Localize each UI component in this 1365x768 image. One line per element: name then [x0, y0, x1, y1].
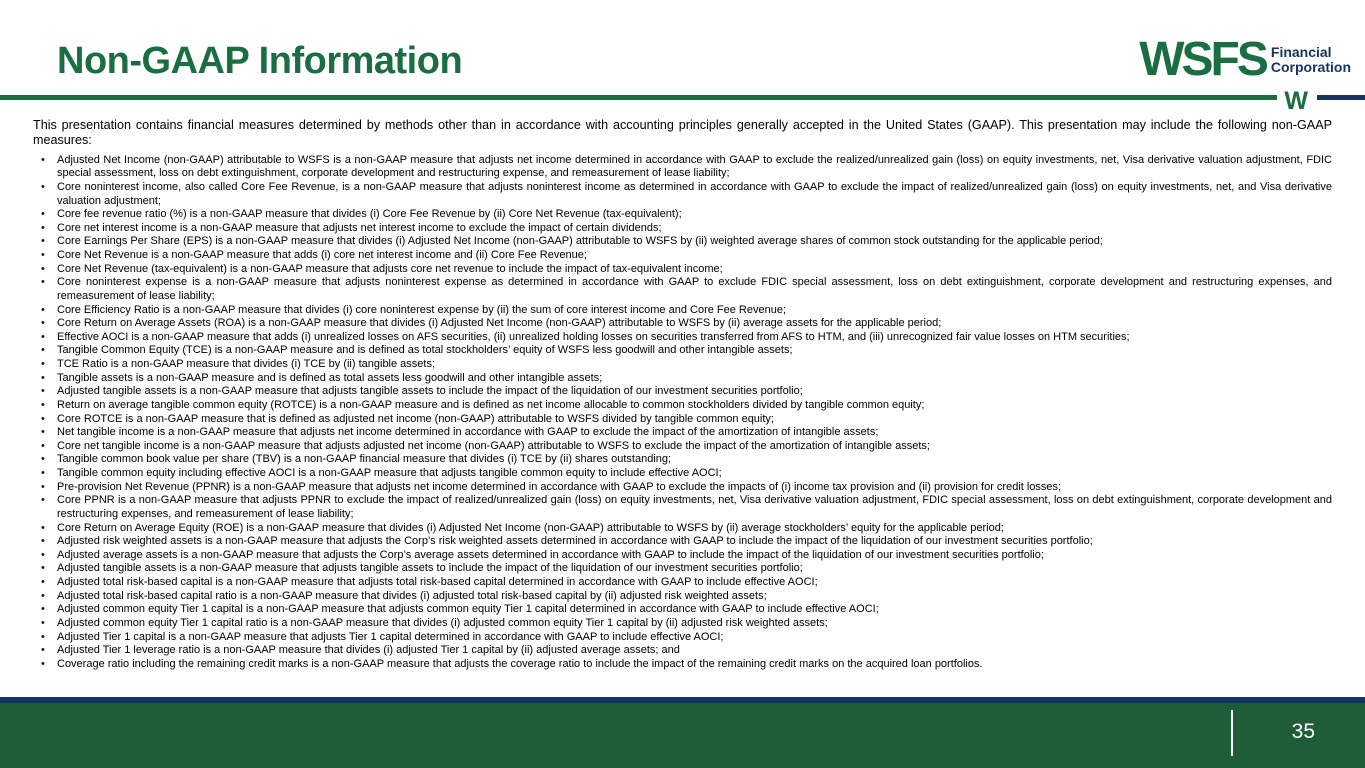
non-gaap-bullet-list: [33, 154, 1332, 672]
wsfs-logo-w-mark: W: [1284, 87, 1308, 115]
footer-green-bar: [0, 703, 1365, 768]
bullet-item: • Tangible common equity including effective AOCI is a non-GAAP measure that adjusts tangible common equity to include effective AOCI;: [33, 467, 1332, 481]
bullet-item: • Return on average tangible common equity (ROTCE) is a non-GAAP measure and is defined as net income allocable to common stockholders divided by tangible common equity;: [33, 399, 1332, 413]
bullet-item: • Net tangible income is a non-GAAP measure that adjusts net income determined in accordance with GAAP to exclude the impact of the amortization of intangible assets;: [33, 426, 1332, 440]
bullet-item: • Adjusted tangible assets is a non-GAAP measure that adjusts tangible assets to include the impact of the liquidation of our investment securities portfolio;: [33, 385, 1332, 399]
bullet-item: • Adjusted average assets is a non-GAAP measure that adjusts the Corp’s average assets determined in accordance with GAAP to include the impact of the liquidation of our investment securities portfolio;: [33, 549, 1332, 563]
bullet-item: • Core Return on Average Assets (ROA) is a non-GAAP measure that divides (i) Adjusted Net Income (non-GAAP) attributable to WSFS by (ii) average assets for the applicable period;: [33, 317, 1332, 331]
bullet-item: • Tangible assets is a non-GAAP measure and is defined as total assets less goodwill and other intangible assets;: [33, 372, 1332, 386]
bullet-item: • Core net interest income is a non-GAAP measure that adjusts net interest income to exclude the impact of certain dividends;: [33, 222, 1332, 236]
bullet-item: • Tangible Common Equity (TCE) is a non-GAAP measure and is defined as total stockholders’ equity of WSFS less goodwill and other intangible assets;: [33, 344, 1332, 358]
bullet-item: • Core ROTCE is a non-GAAP measure that is defined as adjusted net income (non-GAAP) attributable to WSFS divided by tangible common equity;: [33, 413, 1332, 427]
wsfs-logo-subtitle: [1271, 45, 1351, 76]
slide-body: [33, 118, 1332, 671]
footer-divider-line: [1231, 710, 1233, 756]
page-title: Non-GAAP Information: [57, 40, 463, 82]
bullet-item: • Adjusted risk weighted assets is a non-GAAP measure that adjusts the Corp’s risk weighted assets determined in accordance with GAAP to include the impact of the liquidation of our investment securities portfolio;: [33, 535, 1332, 549]
wsfs-logo-subtitle-line1: Financial: [1270, 44, 1332, 60]
wsfs-logo-subtitle-line2: Corporation: [1270, 59, 1351, 76]
wsfs-logo: [1139, 33, 1351, 86]
bullet-item: • Adjusted total risk-based capital is a non-GAAP measure that adjusts total risk-based capital determined in accordance with GAAP to include effective AOCI;: [33, 576, 1332, 590]
bullet-item: • Core Efficiency Ratio is a non-GAAP measure that divides (i) core noninterest expense by (ii) the sum of core interest income and Core Fee Revenue;: [33, 304, 1332, 318]
bullet-item: • Core fee revenue ratio (%) is a non-GAAP measure that divides (i) Core Fee Revenue by (ii) Core Net Revenue (tax-equivalent);: [33, 208, 1332, 222]
bullet-item: • Tangible common book value per share (TBV) is a non-GAAP financial measure that divides (i) TCE by (ii) shares outstanding;: [33, 453, 1332, 467]
bullet-item: • Adjusted Tier 1 capital is a non-GAAP measure that adjusts Tier 1 capital determined in accordance with GAAP to include effective AOCI;: [33, 631, 1332, 645]
bullet-item: • Pre-provision Net Revenue (PPNR) is a non-GAAP measure that adjusts net income determined in accordance with GAAP to exclude the impacts of (i) income tax provision and (ii) provision for credit losses;: [33, 481, 1332, 495]
bullet-item: • Adjusted total risk-based capital ratio is a non-GAAP measure that divides (i) adjusted total risk-based capital by (ii) adjusted risk weighted assets;: [33, 590, 1332, 604]
bullet-item: • Adjusted Tier 1 leverage ratio is a non-GAAP measure that divides (i) adjusted Tier 1 capital by (ii) adjusted average assets; and: [33, 644, 1332, 658]
bullet-item: • Core Net Revenue (tax-equivalent) is a non-GAAP measure that adjusts core net revenue to include the impact of tax-equivalent income;: [33, 263, 1332, 277]
bullet-item: • Core net tangible income is a non-GAAP measure that adjusts adjusted net income (non-GAAP) attributable to WSFS to exclude the impact of the amortization of intangible assets;: [33, 440, 1332, 454]
page-number: 35: [1291, 720, 1315, 743]
header-divider-green-segment: [0, 95, 1277, 100]
bullet-item: • Adjusted common equity Tier 1 capital ratio is a non-GAAP measure that divides (i) adjusted common equity Tier 1 capital by (ii) adjusted risk weighted assets;: [33, 617, 1332, 631]
header-divider: [0, 87, 1365, 115]
bullet-item: • Core noninterest expense is a non-GAAP measure that adjusts noninterest expense as determined in accordance with GAAP to exclude FDIC special assessment, loss on debt extinguishment, corporate development and restructuring expenses, and remeasurement of lease liability;: [33, 276, 1332, 303]
bullet-item: • Core Earnings Per Share (EPS) is a non-GAAP measure that divides (i) Adjusted Net Income (non-GAAP) attributable to WSFS by (ii) weighted average shares of common stock outstanding for the applicable period;: [33, 235, 1332, 249]
wsfs-logo-wordmark: WSFS: [1139, 33, 1266, 86]
intro-paragraph: This presentation contains financial measures determined by methods other than in accordance with accounting principles generally accepted in the United States (GAAP). This presentation may include the following non-GAAP measures:: [33, 118, 1332, 148]
bullet-item: • Core Net Revenue is a non-GAAP measure that adds (i) core net interest income and (ii) Core Fee Revenue;: [33, 249, 1332, 263]
bullet-item: • Effective AOCI is a non-GAAP measure that adds (i) unrealized losses on AFS securities, (ii) unrealized holding losses on securities transferred from AFS to HTM, and (iii) unrecognized fair value losses on HTM securities;: [33, 331, 1332, 345]
bullet-item: • Adjusted common equity Tier 1 capital is a non-GAAP measure that adjusts common equity Tier 1 capital determined in accordance with GAAP to include effective AOCI;: [33, 603, 1332, 617]
bullet-item: • Coverage ratio including the remaining credit marks is a non-GAAP measure that adjusts the coverage ratio to include the impact of the remaining credit marks on the acquired loan portfolios.: [33, 658, 1332, 672]
slide-footer: [0, 697, 1365, 768]
bullet-item: • Adjusted tangible assets is a non-GAAP measure that adjusts tangible assets to include the impact of the liquidation of our investment securities portfolio;: [33, 562, 1332, 576]
bullet-item: • Core PPNR is a non-GAAP measure that adjusts PPNR to exclude the impact of realized/unrealized gain (loss) on equity investments, net, Visa derivative valuation adjustment, FDIC special assessment, loss on debt extinguishment, corporate development and restructuring expenses, and remeasurement of lease liability;: [33, 494, 1332, 521]
bullet-item: • TCE Ratio is a non-GAAP measure that divides (i) TCE by (ii) tangible assets;: [33, 358, 1332, 372]
bullet-item: • Core noninterest income, also called Core Fee Revenue, is a non-GAAP measure that adjusts noninterest income as determined in accordance with GAAP to exclude the impact of realized/unrealized gain (loss) on equity investments, net, and Visa derivative valuation adjustment;: [33, 181, 1332, 208]
header-divider-navy-segment: [1317, 95, 1365, 100]
bullet-item: • Core Return on Average Equity (ROE) is a non-GAAP measure that divides (i) Adjusted Net Income (non-GAAP) attributable to WSFS by (ii) average stockholders’ equity for the applicable period;: [33, 522, 1332, 536]
bullet-item: • Adjusted Net Income (non-GAAP) attributable to WSFS is a non-GAAP measure that adjusts net income determined in accordance with GAAP to exclude the realized/unrealized gain (loss) on equity investments, net, Visa derivative valuation adjustment, FDIC special assessment, loss on debt extinguishment, corporate development and restructuring expense, and remeasurement of lease liability;: [33, 154, 1332, 181]
